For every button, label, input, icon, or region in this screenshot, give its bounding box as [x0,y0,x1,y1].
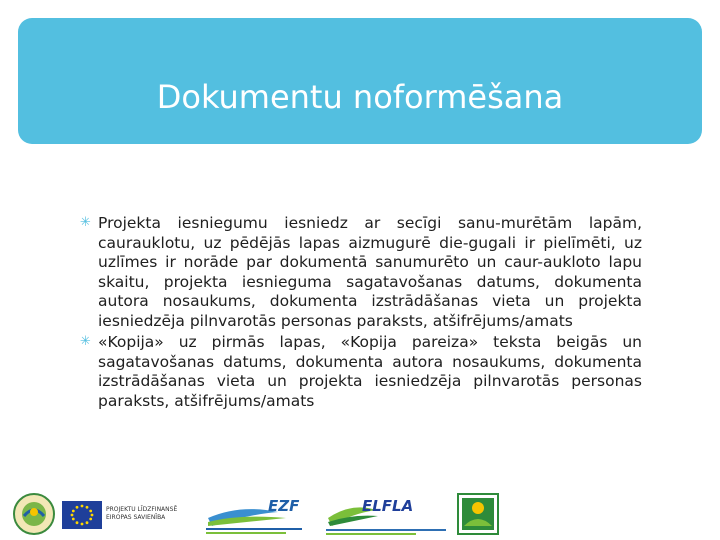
slide-title: Dokumentu noformēšana [156,78,564,116]
asterisk-bullet-icon: ✳ [80,334,91,349]
leader-logo [456,492,500,536]
footer-logos [0,488,720,538]
elfla-label: ELFLA [362,497,414,515]
partnership-seal-logo [12,492,56,536]
eu-flag-logo [62,501,102,529]
title-band [18,18,702,144]
eu-cofinance-label: PROJEKTU LĪDZFINANSĒ EIROPAS SAVIENĪBA [106,506,178,521]
bullet-text-2: «Kopija» uz pirmās lapas, «Kopija pareiza» teksta beigās un sagatavošanas datums, dokumenta autora nosaukums, dokumenta izstrādāšanas vieta un projekta iesniedzēja pilnvarotās personas paraksts, atšifrējums/amats [98,333,642,410]
bullet-text-1: Projekta iesniegumu iesniedz ar secīgi sanu-murētām lapām, caurauklotu, uz pēdējās lapas aizmugurē die-gugali ir pielīmēti, uz uzlīmes ir norāde par dokumentā sanumurēto un caur-aukloto lapu skaitu, projekta iesnieguma sagatavošanas datums, dokumenta autora nosaukums, dokumenta izstrādāšanas vieta un projekta iesniedzēja pilnvarotās personas paraksts, atšifrējums/amats [98,214,642,330]
bullet-item-2 [80,333,642,411]
ezf-label: EZF [268,497,300,515]
bullet-item-1 [80,214,642,331]
slide-content [80,214,642,413]
asterisk-bullet-icon: ✳ [80,215,91,230]
